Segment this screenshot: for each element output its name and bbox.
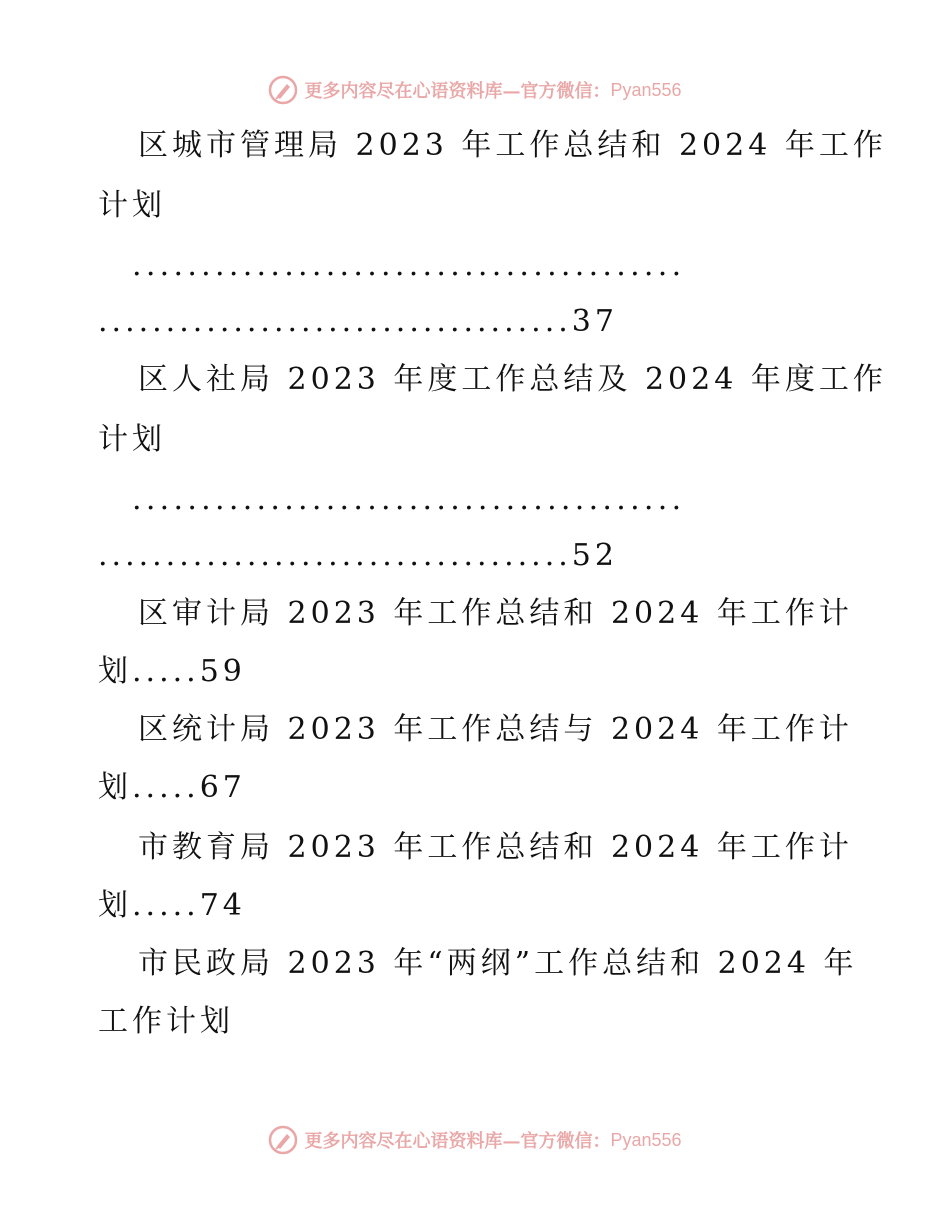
header-watermark bbox=[0, 70, 950, 110]
toc-entry-4-title-cont[interactable] bbox=[98, 768, 246, 808]
toc-entry-5-page: 74 bbox=[199, 888, 246, 923]
toc-entry-1-leader-page[interactable] bbox=[98, 302, 618, 342]
toc-entry-4-title[interactable]: 区统计局 2023 年工作总结与 2024 年工作计 bbox=[138, 712, 853, 747]
footer-watermark bbox=[0, 1120, 950, 1160]
toc-entry-2-leader: ........................................ bbox=[132, 482, 686, 517]
pen-logo-icon bbox=[268, 75, 298, 105]
toc-entry-1-title-cont[interactable]: 计划 bbox=[98, 188, 166, 223]
toc-entry-2-title[interactable]: 区人社局 2023 年度工作总结及 2024 年度工作 bbox=[138, 362, 887, 397]
toc-entry-6-title-cont[interactable]: 工作计划 bbox=[98, 1004, 234, 1039]
toc-entry-2-leader-2: ................................... bbox=[98, 538, 572, 573]
toc-entry-5-title-cont[interactable] bbox=[98, 886, 246, 926]
toc-entry-6-title[interactable]: 市民政局 2023 年“两纲”工作总结和 2024 年 bbox=[138, 946, 858, 981]
toc-entry-3-title-tail: 划..... bbox=[98, 654, 200, 689]
toc-entry-5-title[interactable]: 市教育局 2023 年工作总结和 2024 年工作计 bbox=[138, 830, 853, 865]
watermark-text: 更多内容尽在心语资料库—官方微信： bbox=[304, 1131, 611, 1152]
watermark-wechat-id: Pyan556 bbox=[610, 79, 682, 100]
toc-entry-3-title[interactable]: 区审计局 2023 年工作总结和 2024 年工作计 bbox=[138, 596, 853, 631]
toc-entry-4-title-tail: 划..... bbox=[98, 770, 200, 805]
toc-entry-1-title[interactable]: 区城市管理局 2023 年工作总结和 2024 年工作 bbox=[138, 128, 887, 163]
toc-entry-5-title-tail: 划..... bbox=[98, 888, 200, 923]
pen-logo-icon bbox=[268, 1125, 298, 1155]
toc-entry-2-page: 52 bbox=[571, 538, 618, 573]
toc-entry-1-leader: ........................................ bbox=[132, 248, 686, 283]
watermark-text: 更多内容尽在心语资料库—官方微信： bbox=[304, 81, 611, 102]
toc-entry-2-leader-page[interactable] bbox=[98, 536, 618, 576]
toc-entry-1-leader-2: ................................... bbox=[98, 304, 572, 339]
watermark-wechat-id: Pyan556 bbox=[610, 1129, 682, 1150]
toc-entry-4-page: 67 bbox=[199, 770, 246, 805]
toc-entry-3-title-cont[interactable] bbox=[98, 652, 246, 692]
toc-entry-1-page: 37 bbox=[571, 304, 618, 339]
toc-entry-3-page: 59 bbox=[199, 654, 246, 689]
toc-entry-2-title-cont[interactable]: 计划 bbox=[98, 422, 166, 457]
